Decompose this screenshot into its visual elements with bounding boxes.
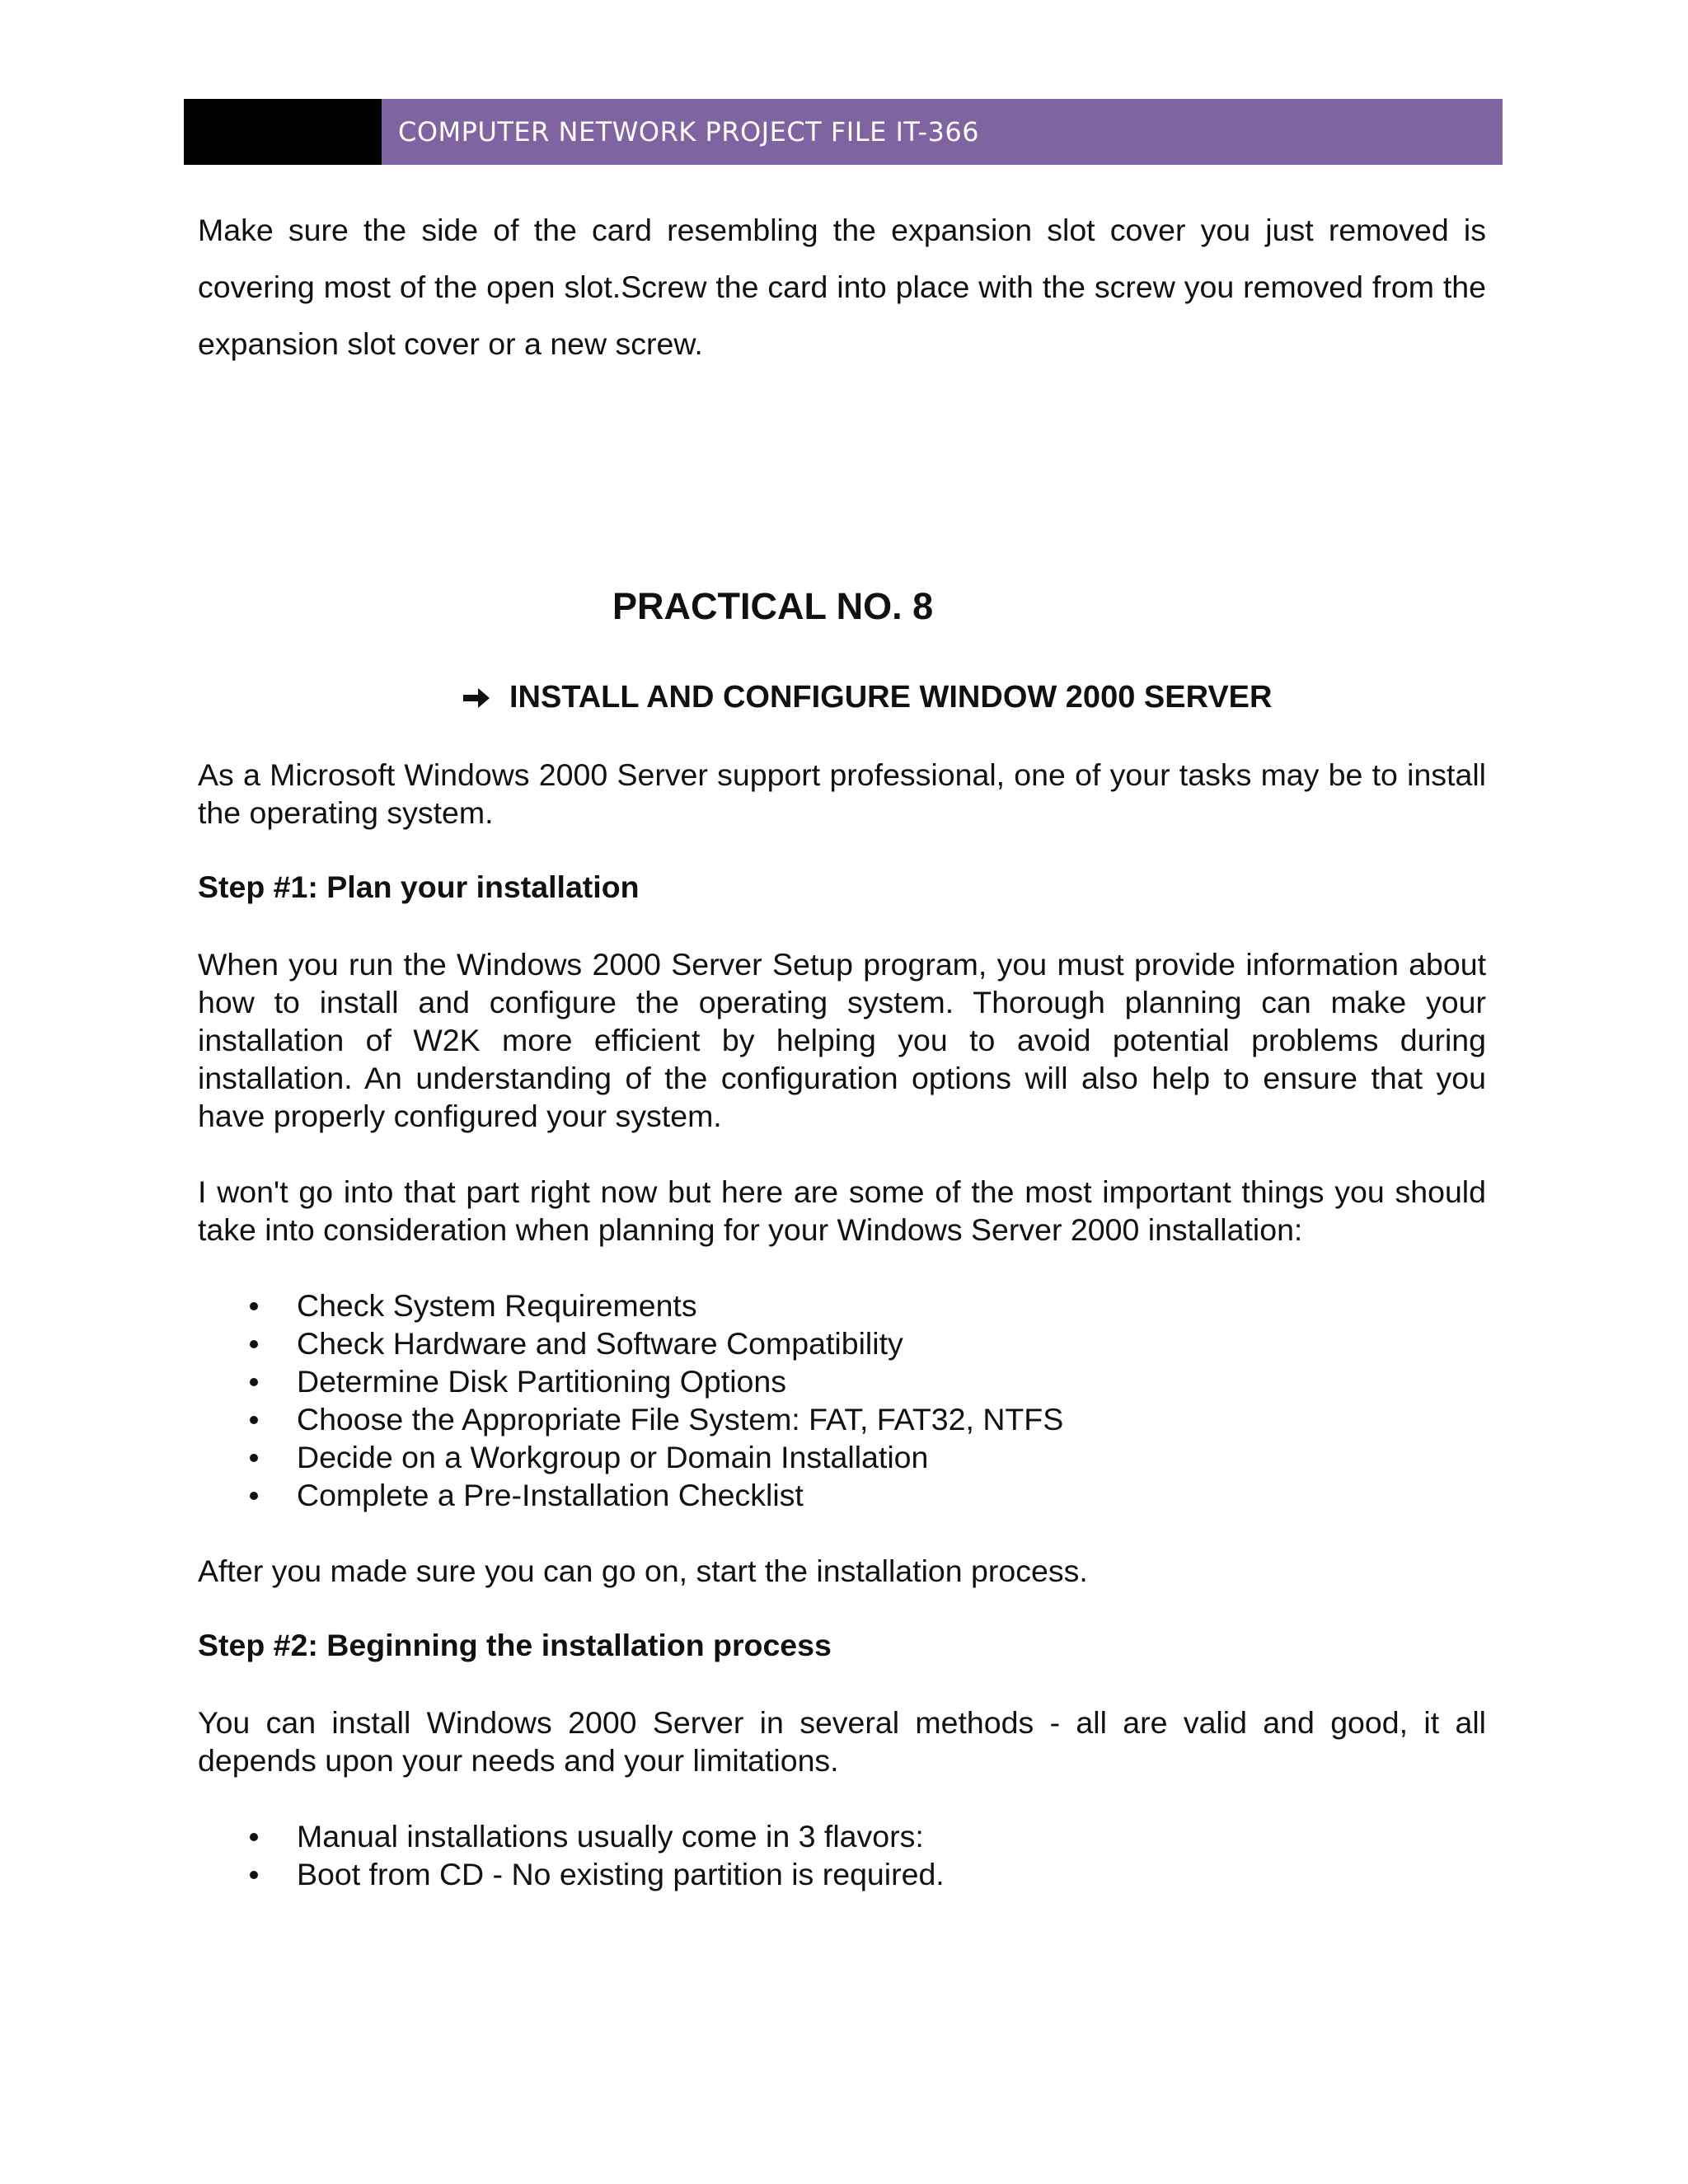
list-item <box>198 1286 1434 1324</box>
section-heading <box>462 680 1272 715</box>
list-item <box>198 1400 1434 1438</box>
install-methods-list <box>198 1817 1434 1893</box>
list-item-text: Manual installations usually come in 3 flavors: <box>297 1819 924 1854</box>
list-item <box>198 1817 1434 1855</box>
bullet-icon <box>250 1454 258 1462</box>
page-header <box>184 99 1503 165</box>
list-item-text: Check Hardware and Software Compatibility <box>297 1326 903 1361</box>
list-item-text: Choose the Appropriate File System: FAT, FAT32, NTFS <box>297 1402 1064 1436</box>
header-black-block <box>184 99 382 165</box>
list-item <box>198 1362 1434 1400</box>
right-arrow-icon <box>462 683 491 713</box>
list-item <box>198 1324 1434 1362</box>
header-title: COMPUTER NETWORK PROJECT FILE IT-366 <box>398 116 980 148</box>
list-item-text: Boot from CD - No existing partition is required. <box>297 1857 945 1891</box>
paragraph-considerations: I won't go into that part right now but here are some of the most important things you should take into consideration when planning for your Windows Server 2000 installation: <box>198 1174 1486 1247</box>
bullet-icon <box>250 1492 258 1500</box>
list-item-text: Complete a Pre-Installation Checklist <box>297 1478 804 1512</box>
paragraph-planning: When you run the Windows 2000 Server Setup program, you must provide information about how to install and configure the operating system. Thorough planning can make your installation of W2K more efficient by helping you to avoid potential problems during installation. An understanding of the configuration options will also help to ensure that you have properly configured your system. <box>198 947 1486 1133</box>
paragraph-methods: You can install Windows 2000 Server in several methods - all are valid and good, it all depends upon your needs and your limitations. <box>198 1705 1486 1778</box>
bullet-icon <box>250 1378 258 1386</box>
bullet-icon <box>250 1871 258 1879</box>
step-2-heading: Step #2: Beginning the installation process <box>198 1628 832 1662</box>
bullet-icon <box>250 1340 258 1348</box>
bullet-icon <box>250 1833 258 1841</box>
paragraph-start-install: After you made sure you can go on, start the installation process. <box>198 1554 1088 1588</box>
step-1-heading: Step #1: Plan your installation <box>198 869 640 904</box>
list-item-text: Determine Disk Partitioning Options <box>297 1364 786 1399</box>
practical-title: PRACTICAL NO. 8 <box>612 585 934 627</box>
list-item <box>198 1855 1434 1893</box>
bullet-icon <box>250 1416 258 1424</box>
header-purple-band <box>382 99 1503 165</box>
paragraph-intro-role: As a Microsoft Windows 2000 Server support professional, one of your tasks may be to install the operating system. <box>198 757 1486 830</box>
list-item-text: Decide on a Workgroup or Domain Installation <box>297 1440 929 1474</box>
list-item <box>198 1438 1434 1476</box>
intro-paragraph: Make sure the side of the card resembling the expansion slot cover you just removed is covering most of the open slot.Screw the card into place with the screw you removed from the expansion slot cover or a new screw. <box>198 213 1486 361</box>
section-heading-text: INSTALL AND CONFIGURE WINDOW 2000 SERVER <box>509 680 1273 715</box>
bullet-icon <box>250 1302 258 1310</box>
list-item-text: Check System Requirements <box>297 1288 697 1323</box>
planning-checklist <box>198 1286 1434 1514</box>
list-item <box>198 1476 1434 1514</box>
